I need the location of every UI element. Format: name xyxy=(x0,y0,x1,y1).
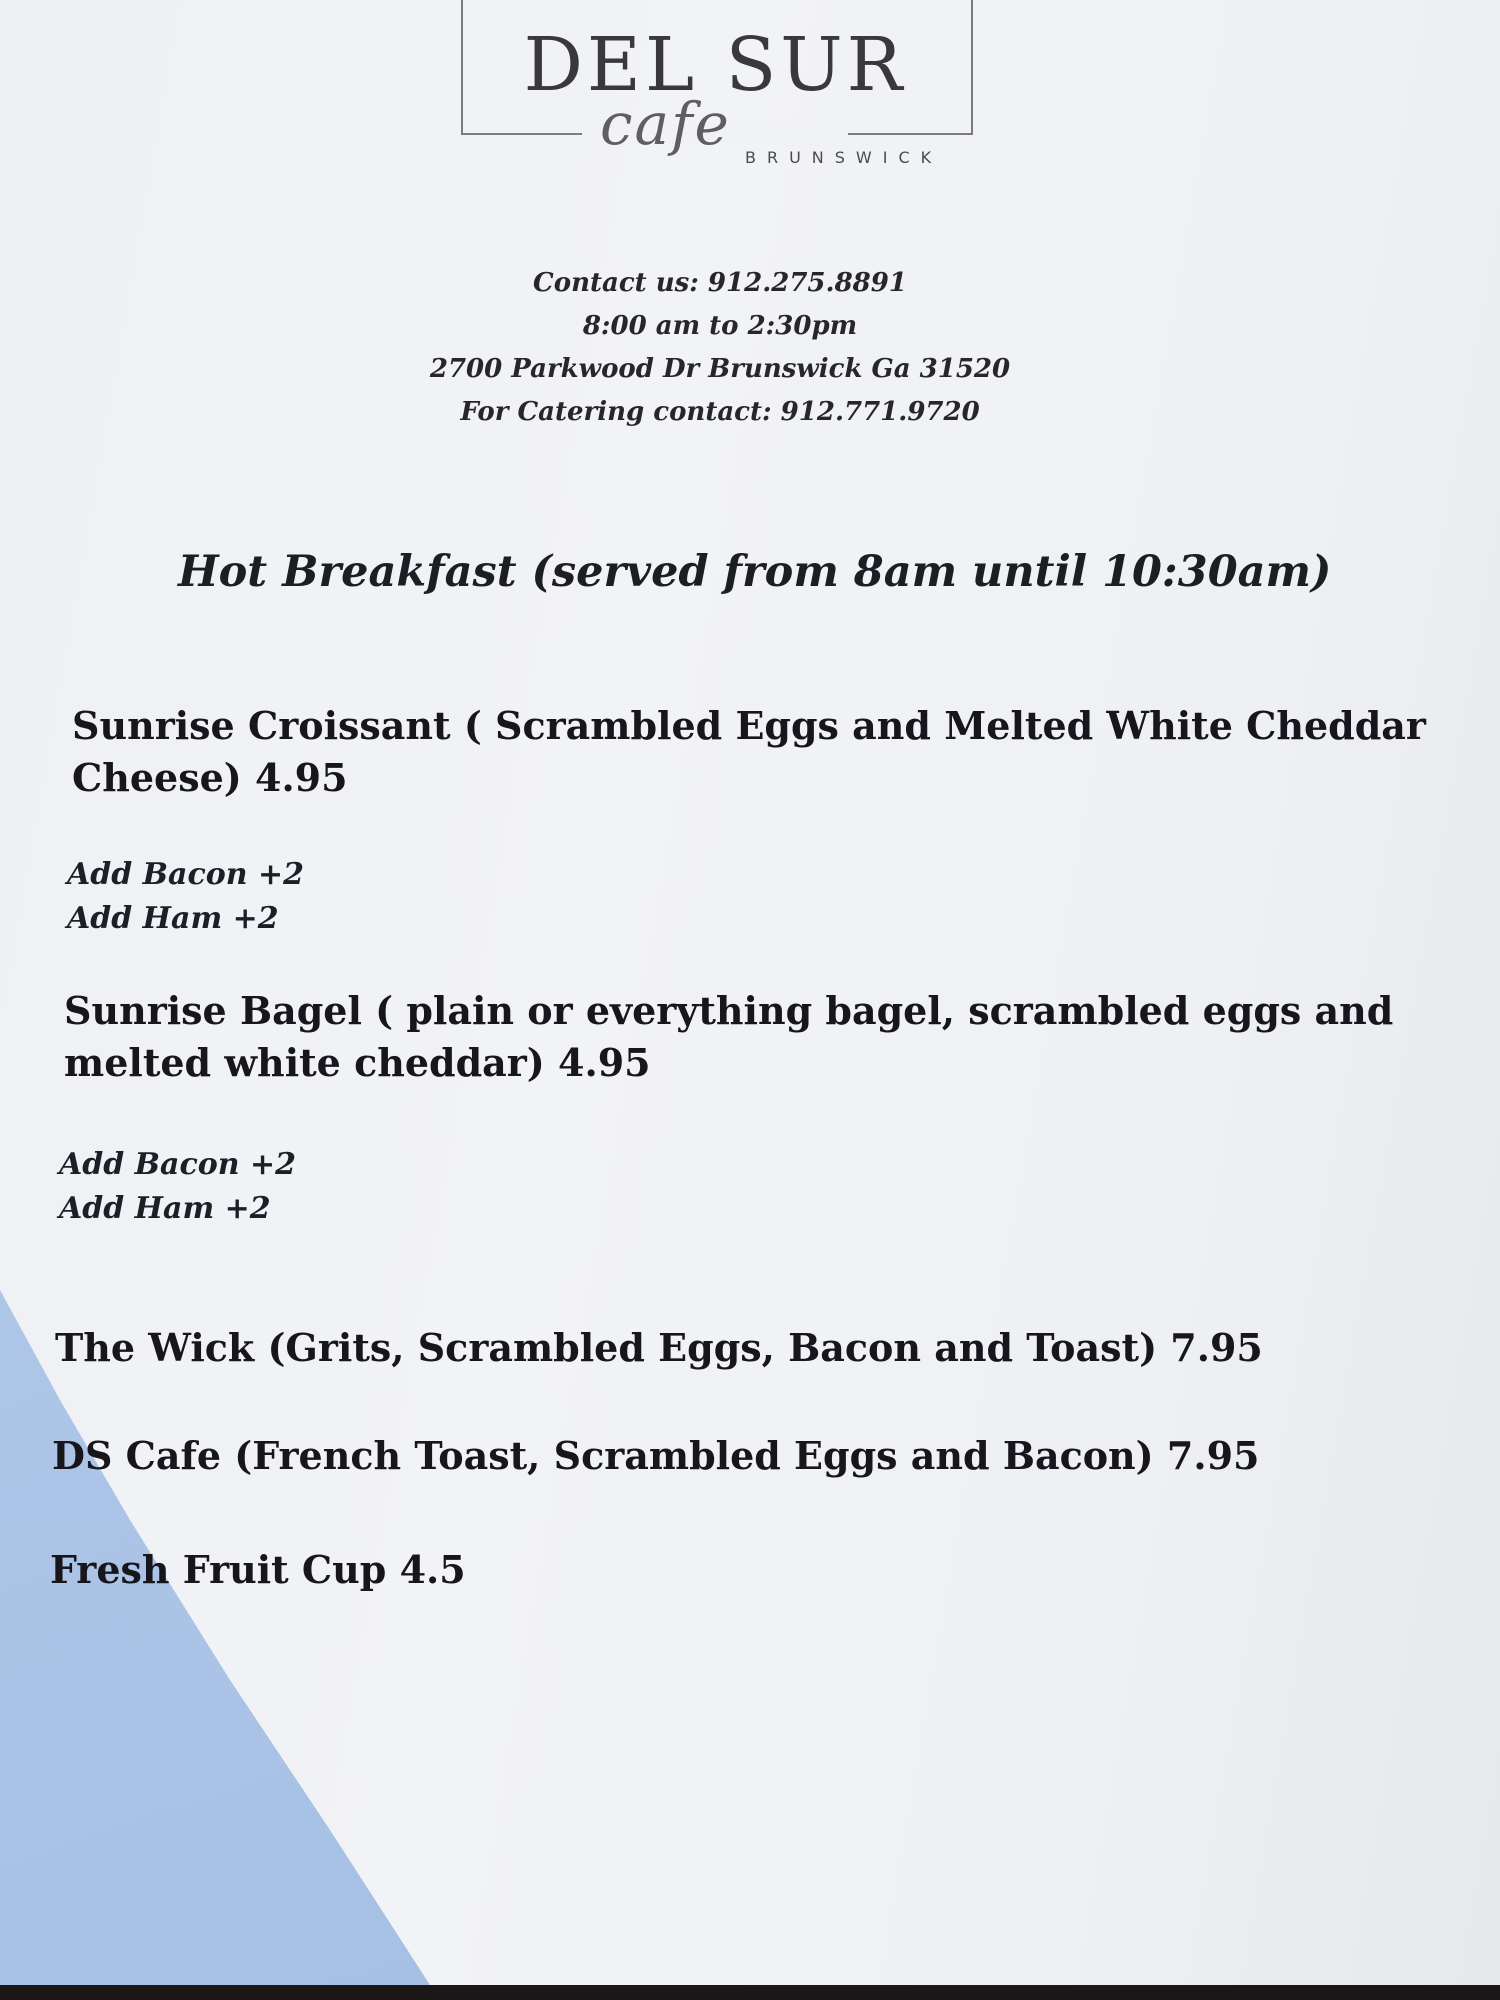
contact-block xyxy=(0,262,1440,434)
menu-item-sunrise-croissant xyxy=(72,700,1426,804)
contact-address: 2700 Parkwood Dr Brunswick Ga 31520 xyxy=(429,354,1011,384)
addon-list xyxy=(59,1143,296,1231)
menu-item-line: Sunrise Bagel ( plain or everything bagel, scrambled eggs and xyxy=(64,988,1394,1033)
menu-item-sunrise-bagel xyxy=(64,985,1393,1089)
menu-item-line: Sunrise Croissant ( Scrambled Eggs and Melted White Cheddar xyxy=(72,703,1426,748)
addon-ham: Add Ham +2 xyxy=(59,1191,271,1226)
addon-bacon: Add Bacon +2 xyxy=(67,857,305,892)
logo-location: BRUNSWICK xyxy=(745,148,943,167)
menu-item-fruit-cup: Fresh Fruit Cup 4.5 xyxy=(50,1547,466,1592)
contact-phone: Contact us: 912.275.8891 xyxy=(533,268,907,298)
logo-title: DEL SUR xyxy=(523,22,907,108)
menu-item-line: melted white cheddar) 4.95 xyxy=(64,1040,651,1085)
addon-bacon: Add Bacon +2 xyxy=(59,1147,297,1182)
contact-catering: For Catering contact: 912.771.9720 xyxy=(460,397,980,427)
logo-script: cafe xyxy=(600,90,731,158)
addon-list xyxy=(67,853,304,941)
menu-item-ds-cafe: DS Cafe (French Toast, Scrambled Eggs and Bacon) 7.95 xyxy=(52,1433,1260,1478)
contact-hours: 8:00 am to 2:30pm xyxy=(582,311,858,341)
table-edge xyxy=(0,1985,1500,2000)
section-title: Hot Breakfast (served from 8am until 10:30am) xyxy=(178,547,1332,597)
addon-ham: Add Ham +2 xyxy=(67,901,279,936)
menu-item-the-wick: The Wick (Grits, Scrambled Eggs, Bacon and Toast) 7.95 xyxy=(55,1325,1263,1370)
menu-item-line: Cheese) 4.95 xyxy=(72,755,348,800)
